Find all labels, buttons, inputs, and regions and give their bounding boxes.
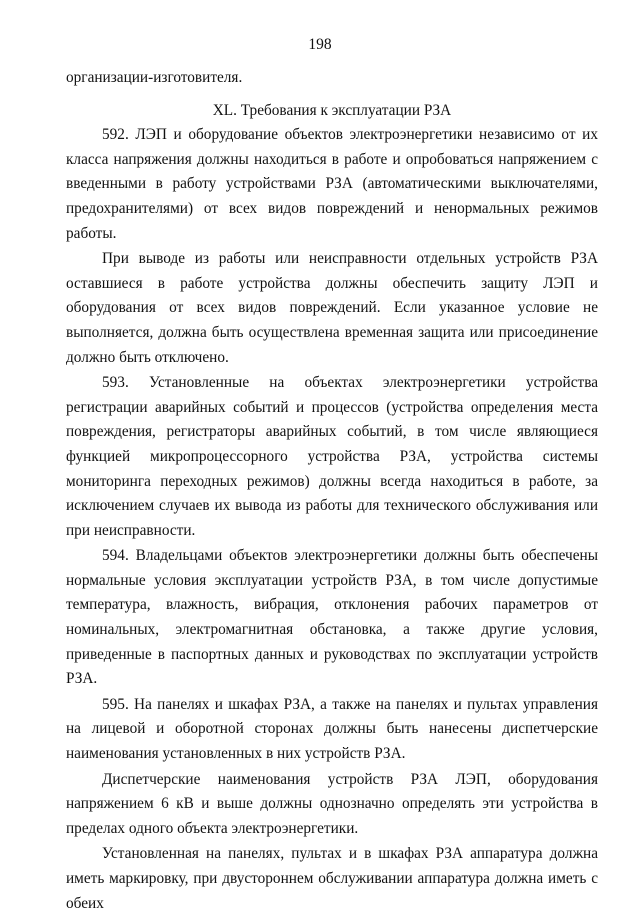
page-number: 198: [308, 36, 332, 53]
continuation-paragraph: организации-изготовителя.: [66, 69, 243, 86]
paragraph-594: 594. Владельцами объектов электроэнергетики должны быть обеспечены нормальные условия эксплуатации устройств РЗА, в том числе допустимые температура, влажность, вибрация, отклонения рабочих параметров от номинальных, электромагнитная обстановка, а также другие условия, приведенные в паспортных данных и руководствах по эксплуатации устройств РЗА.: [66, 547, 598, 688]
paragraph-595: 595. На панелях и шкафах РЗА, а также на панелях и пультах управления на лицевой и оборотной сторонах должны быть нанесены диспетчерские наименования установленных в них устройств РЗА.: [66, 695, 598, 763]
paragraph-595-third: Установленная на панелях, пультах и в шкафах РЗА аппаратура должна иметь маркировку, при двустороннем обслуживании аппаратура должна иметь с обеих: [66, 845, 598, 912]
paragraph-592-second: При выводе из работы или неисправности отдельных устройств РЗА оставшиеся в работе устройства должны обеспечить защиту ЛЭП и оборудования от всех видов повреждений. Если указанное условие не выполняется, должна быть осуществлена временная защита или присоединение должно быть отключено.: [66, 250, 598, 366]
paragraph-592: 592. ЛЭП и оборудование объектов электроэнергетики независимо от их класса напряжения должны находиться в работе и опробоваться напряжением с введенными в работу устройствами РЗА (автоматическими выключателями, предохранителями) от всех видов повреждений и ненормальных режимов работы.: [66, 126, 598, 242]
document-body: [66, 66, 598, 916]
paragraph-593: 593. Установленные на объектах электроэнергетики устройства регистрации аварийных событий и процессов (устройства определения места повреждения, регистраторы аварийных событий, в том числе являющиеся функцией микропроцессорного устройства РЗА, устройства системы мониторинга переходных режимов) должны всегда находиться в работе, за исключением случаев их вывода из работы для технического обслуживания или при неисправности.: [66, 374, 598, 539]
paragraph-595-second: Диспетчерские наименования устройств РЗА ЛЭП, оборудования напряжением 6 кВ и выше должны однозначно определять эти устройства в пределах одного объекта электроэнергетики.: [66, 770, 598, 837]
section-heading: XL. Требования к эксплуатации РЗА: [212, 101, 452, 119]
